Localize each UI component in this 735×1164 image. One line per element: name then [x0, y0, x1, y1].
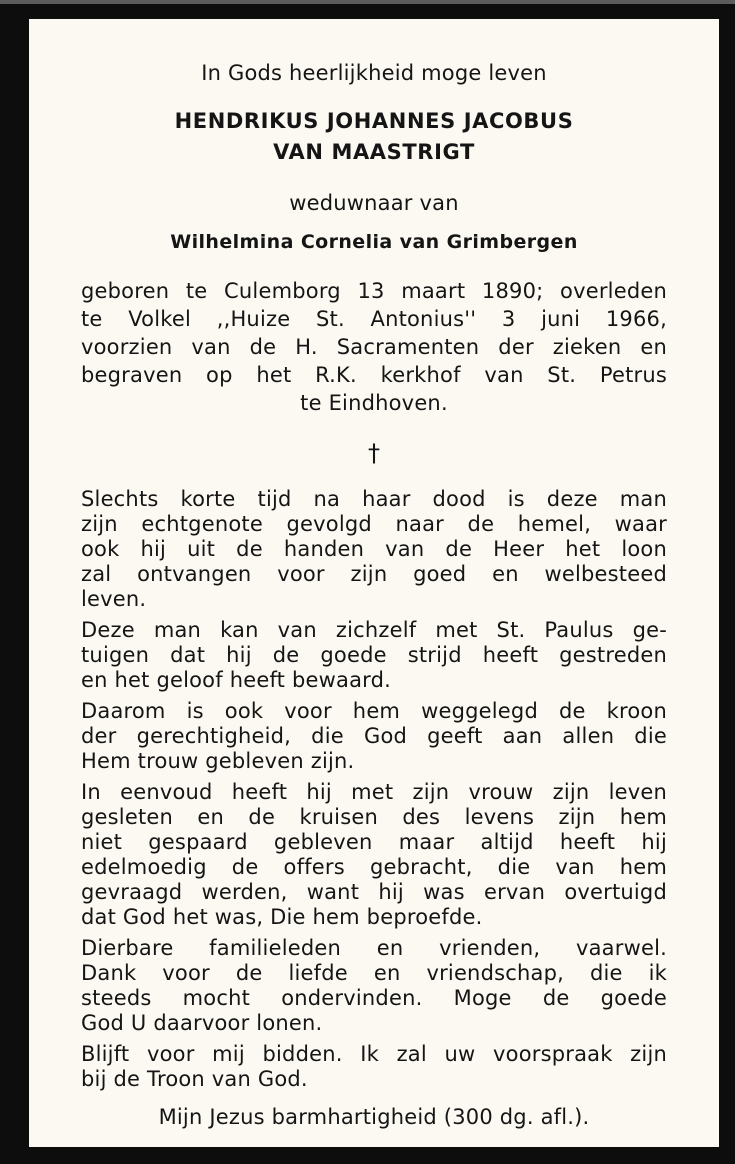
scan-top-edge [0, 0, 735, 4]
biography-line: te Eindhoven. [300, 391, 448, 415]
opening-line: In Gods heerlijkheid moge leven [201, 61, 547, 85]
indulgence-prayer: Mijn Jezus barmhartigheid (300 dg. afl.). [158, 1105, 590, 1129]
spouse-name: Wilhelmina Cornelia van Grimbergen [170, 231, 578, 253]
paragraph-line: Slechts korte tijd na haar dood is deze man [81, 487, 667, 511]
paragraph-line: tuigen dat hij de goede strijd heeft gestreden [81, 643, 667, 667]
paragraph-line: gevraagd werden, want hij was ervan overtuigd [81, 880, 667, 904]
paragraph-line: en het geloof heeft bewaard. [81, 668, 392, 692]
paragraph-line: ook hij uit de handen van de Heer het loon [81, 537, 667, 561]
biography-line: te Volkel ,,Huize St. Antonius'' 3 juni 1966, [81, 307, 667, 331]
paragraph-line: zal ontvangen voor zijn goed en welbesteed [81, 562, 667, 586]
paragraph-line: Blijft voor mij bidden. Ik zal uw voorspraak zijn [81, 1042, 667, 1066]
paragraph-line: God U daarvoor lonen. [81, 1011, 323, 1035]
paragraph-line: gesleten en de kruisen des levens zijn hem [81, 805, 667, 829]
paragraph-line: leven. [81, 587, 147, 611]
relation-label: weduwnaar van [289, 191, 459, 215]
paragraph-line: Hem trouw gebleven zijn. [81, 749, 355, 773]
paragraph-line: Deze man kan van zichzelf met St. Paulus ge- [81, 618, 667, 642]
paragraph-line: In eenvoud heeft hij met zijn vrouw zijn leven [81, 780, 667, 804]
biography-line: begraven op het R.K. kerkhof van St. Petrus [81, 363, 667, 387]
paragraph-line: Daarom is ook voor hem weggelegd de kroon [81, 699, 667, 723]
cross-icon: † [368, 439, 380, 467]
biography-line: geboren te Culemborg 13 maart 1890; overleden [81, 279, 667, 303]
deceased-name-line-2: VAN MAASTRIGT [273, 140, 475, 164]
memorial-card [29, 19, 719, 1147]
paragraph-line: edelmoedig de offers gebracht, die van hem [81, 855, 667, 879]
paragraph-line: Dank voor de liefde en vriendschap, die ik [81, 961, 667, 985]
paragraph-line: steeds mocht ondervinden. Moge de goede [81, 986, 667, 1010]
paragraph-line: niet gespaard gebleven maar altijd heeft hij [81, 830, 667, 854]
biography-line: voorzien van de H. Sacramenten der zieken en [81, 335, 667, 359]
paragraph-line: bij de Troon van God. [81, 1067, 308, 1091]
paragraph-line: zijn echtgenote gevolgd naar de hemel, waar [81, 512, 667, 536]
paragraph-line: der gerechtigheid, die God geeft aan allen die [81, 724, 667, 748]
paragraph-line: dat God het was, Die hem beproefde. [81, 905, 483, 929]
deceased-name-line-1: HENDRIKUS JOHANNES JACOBUS [174, 109, 574, 133]
paragraph-line: Dierbare familieleden en vrienden, vaarwel. [81, 936, 667, 960]
